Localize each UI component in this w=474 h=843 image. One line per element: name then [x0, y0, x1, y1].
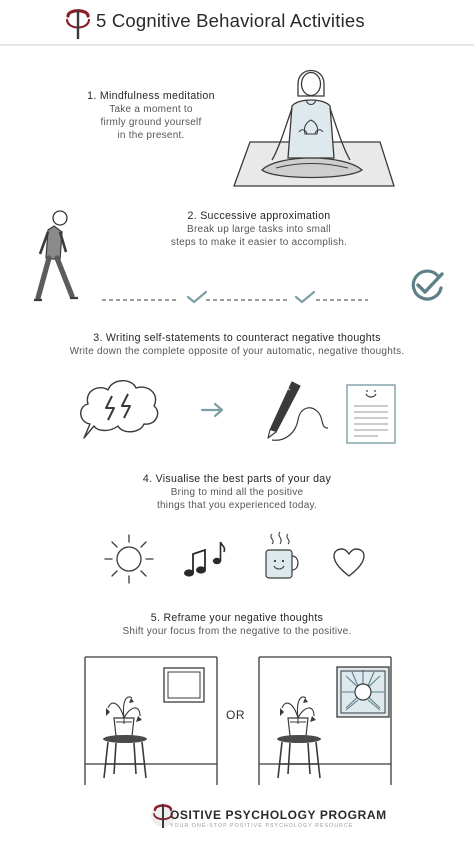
activity-2-heading: 2. Successive approximation [187, 210, 331, 222]
activity-1-line-3: in the present. [117, 130, 185, 141]
stool-icon [274, 734, 324, 780]
stool-icon [100, 734, 150, 780]
sunny-window-icon [336, 666, 390, 718]
activity-2-line-1: Break up large tasks into small [187, 224, 331, 235]
walking-person-icon [26, 208, 84, 304]
footer-tagline: YOUR ONE-STOP POSITIVE PSYCHOLOGY RESOURCE [170, 823, 354, 829]
activity-4-line-2: things that you experienced today. [156, 500, 318, 511]
heart-icon [332, 548, 366, 578]
activity-2-line-2: steps to make it easier to accomplish. [170, 237, 348, 248]
activity-5-heading: 5. Reframe your negative thoughts [150, 612, 324, 624]
wilted-plant-icon [276, 688, 320, 738]
badge-check-icon [408, 268, 446, 304]
activity-3-heading: 3. Writing self-statements to counteract negative thoughts [93, 332, 381, 344]
activity-5-line-1: Shift your focus from the negative to the positive. [122, 626, 352, 637]
paper-note-icon [346, 384, 396, 444]
activity-1-line-2: firmly ground yourself [100, 117, 202, 128]
pen-icon [262, 378, 332, 444]
psi-logo-icon [62, 6, 94, 40]
meditating-person-icon [228, 62, 398, 190]
arrow-right-icon [200, 402, 226, 418]
thought-cloud-icon [76, 376, 162, 442]
activity-4-line-1: Bring to mind all the positive [170, 487, 304, 498]
progress-path [100, 284, 370, 306]
activity-4-heading: 4. Visualise the best parts of your day [142, 473, 332, 485]
footer-brand: OSITIVE PSYCHOLOGY PROGRAM [170, 808, 387, 822]
sun-icon [102, 532, 156, 586]
page-title: 5 Cognitive Behavioral Activities [96, 10, 365, 31]
or-label: OR [226, 708, 245, 722]
header-divider [0, 44, 474, 46]
music-notes-icon [182, 540, 226, 580]
wilted-plant-icon [102, 688, 146, 738]
window-icon [164, 668, 204, 702]
activity-1-line-1: Take a moment to [109, 104, 193, 115]
checkmark-icon [294, 290, 316, 304]
mug-icon [262, 530, 302, 582]
activity-3-line-1: Write down the complete opposite of your automatic, negative thoughts. [69, 346, 405, 357]
activity-1-heading: 1. Mindfulness meditation [87, 90, 215, 102]
checkmark-icon [186, 290, 208, 304]
